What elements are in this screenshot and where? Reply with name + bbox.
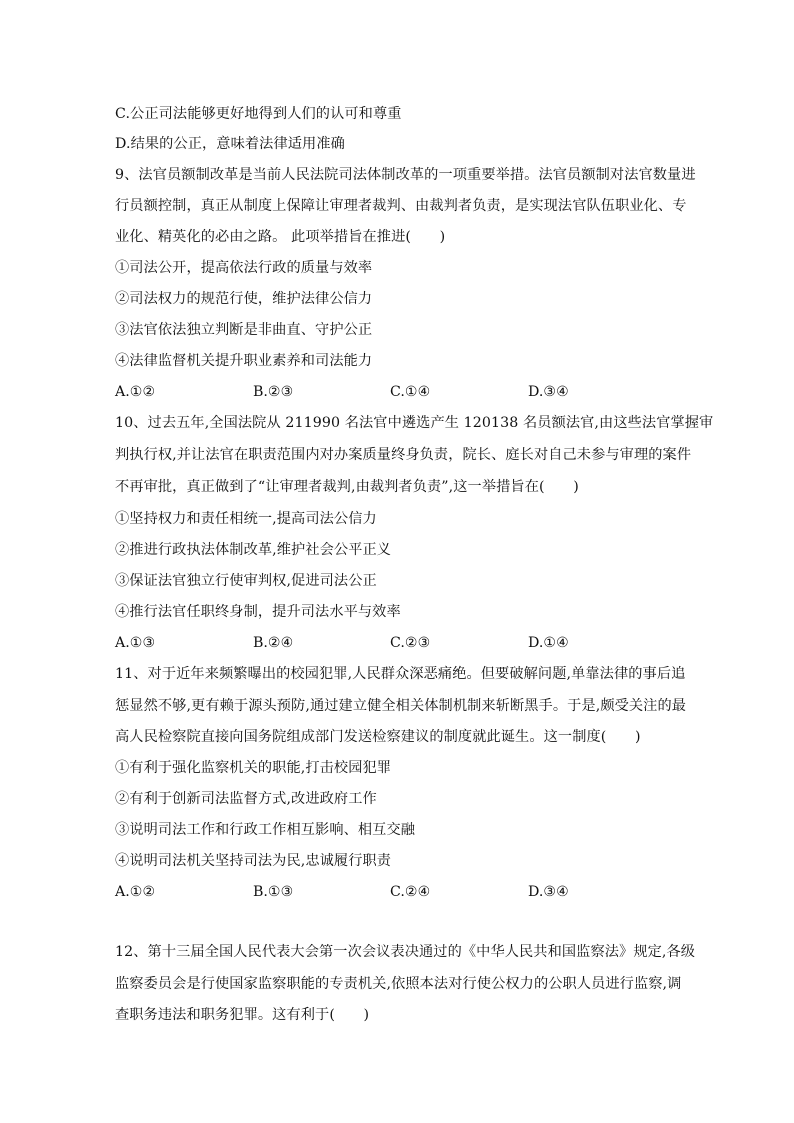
q11-option-c: C.②④ [390,884,431,900]
q10-item-1: ①坚持权力和责任相统一,提高司法公信力 [115,511,377,527]
q10-item-2: ②推进行政执法体制改革,维护社会公平正义 [115,542,392,558]
q11-item-2: ②有利于创新司法监督方式,改进政府工作 [115,791,377,807]
q9-stem-line1: 9、法官员额制改革是当前人民法院司法体制改革的一项重要举措。法官员额制对法官数量进 [115,167,696,183]
q11-stem-line1: 11、对于近年来频繁曝出的校园犯罪,人民群众深恶痛绝。但要破解问题,单靠法律的事后追 [115,666,686,682]
q9-option-d: D.③④ [528,384,569,400]
q9-item-4: ④法律监督机关提升职业素养和司法能力 [115,353,373,369]
q11-item-4: ④说明司法机关坚持司法为民,忠诚履行职责 [115,853,392,869]
q11-option-b: B.①③ [253,884,294,900]
q9-item-1: ①司法公开，提高依法行政的质量与效率 [115,260,373,276]
q10-option-c: C.②③ [390,635,431,651]
q11-stem-line3: 高人民检察院直接向国务院组成部门发送检察建议的制度就此诞生。这一制度( ) [115,729,641,745]
q10-option-b: B.②④ [253,635,294,651]
q11-options [115,882,715,902]
q10-stem-line1: 10、过去五年,全国法院从 211990 名法官中遴选产生 120138 名员额法官,由这些法官掌握审 [115,415,714,431]
q10-stem-line2: 判执行权,并让法官在职责范围内对办案质量终身负责，院长、庭长对自己未参与审理的案件 [115,447,692,463]
q10-stem-line3: 不再审批，真正做到了“让审理者裁判,由裁判者负责”,这一举措旨在( ) [115,479,579,495]
q10-options [115,633,715,653]
q11-option-a: A.①② [115,884,156,900]
q9-item-3: ③法官依法独立判断是非曲直、守护公正 [115,322,373,338]
q12-stem-line2: 监察委员会是行使国家监察职能的专责机关,依照本法对行使公权力的公职人员进行监察,调 [115,976,682,992]
q11-item-1: ①有利于强化监察机关的职能,打击校园犯罪 [115,760,392,776]
q9-stem-line2: 行员额控制，真正从制度上保障让审理者裁判、由裁判者负责，是实现法官队伍职业化、专 [115,198,687,214]
q9-options [115,382,715,402]
q10-option-a: A.①③ [115,635,156,651]
q9-stem-line3: 业化、精英化的必由之路。 此项举措旨在推进( ) [115,229,446,245]
q12-stem-line3: 查职务违法和职务犯罪。这有利于( ) [115,1007,370,1023]
q10-item-3: ③保证法官独立行使审判权,促进司法公正 [115,573,377,589]
q10-option-d: D.①④ [528,635,569,651]
q9-option-a: A.①② [115,384,156,400]
q11-stem-line2: 惩显然不够,更有赖于源头预防,通过建立健全相关体制机制来斩断黑手。于是,颇受关注的最 [115,698,687,714]
q9-item-2: ②司法权力的规范行使，维护法律公信力 [115,291,373,307]
q12-stem-line1: 12、第十三届全国人民代表大会第一次会议表决通过的《中华人民共和国监察法》规定,各级 [115,944,696,960]
q11-option-d: D.③④ [528,884,569,900]
q10-item-4: ④推行法官任职终身制，提升司法水平与效率 [115,604,401,620]
q11-item-3: ③说明司法工作和行政工作相互影响、相互交融 [115,822,416,838]
option-c-prev: C.公正司法能够更好地得到人们的认可和尊重 [115,106,402,122]
q9-option-b: B.②③ [253,384,294,400]
q9-option-c: C.①④ [390,384,431,400]
option-d-prev: D.结果的公正，意味着法律适用准确 [115,136,345,152]
